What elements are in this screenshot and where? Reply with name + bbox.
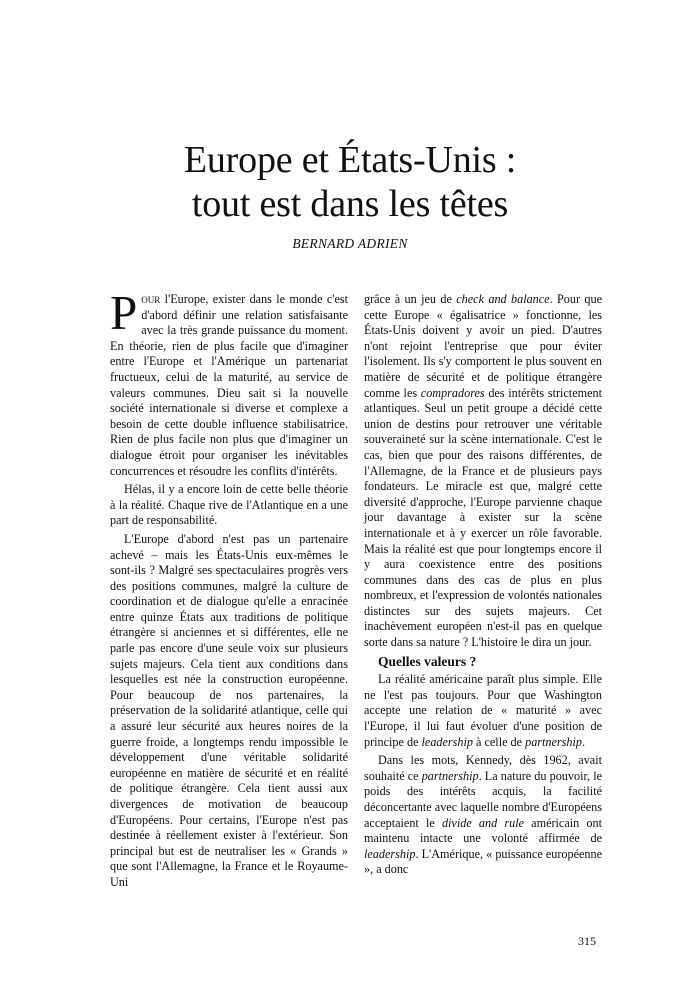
article-title-line-1: Europe et États-Unis : bbox=[183, 139, 517, 181]
italic-term: leadership bbox=[364, 846, 416, 861]
text-run: des intérêts strictement atlantiques. Seul un petit groupe a décidé cette union de destins pour retrouver une véritable souveraineté sur la scène internationale. C'est le cas, bien que pour des raisons différentes, de l'Allemagne, de la France et de plusieurs pays fondateurs. Le miracle est que, malgré cette diversité d'approche, l'Europe parvienne chaque jour davantage à exister sur la scène internationale et à y exercer un rôle favorable. Mais la réalité est que pour longtemps encore il y aura coexistence entre des positions communes dans des cas de plus en plus nombreux, et l'expression de volontés nationales distinctes sur des sujets majeurs. Cet inachèvement européen n'est-il pas en quelque sorte dans sa nature ? L'histoire le dira un jour. bbox=[364, 385, 602, 650]
text-run: . bbox=[581, 734, 586, 749]
article-title-line-2: tout est dans les têtes bbox=[191, 183, 509, 225]
italic-term: partnership bbox=[421, 768, 479, 783]
italic-term: check and balance bbox=[456, 292, 550, 306]
text-run: . La nature du pouvoir, le poids des intérêts acquis, la facilité déconcertante avec laquelle nombre d'Européens acceptaient le bbox=[364, 768, 602, 830]
text-run: grâce à un jeu de bbox=[364, 292, 457, 306]
opening-small-caps: our bbox=[141, 292, 161, 306]
text-run: à celle de bbox=[472, 734, 526, 749]
paragraph-6 bbox=[364, 753, 602, 878]
text-run: Dans les mots, Kennedy, dès 1962, avait souhaité ce bbox=[364, 753, 602, 783]
italic-term: leadership bbox=[421, 734, 473, 749]
paragraph-4 bbox=[364, 292, 602, 651]
italic-term: partnership bbox=[525, 734, 582, 749]
article-title bbox=[0, 138, 700, 226]
text-run: . Pour que cette Europe « égalisatrice » fonctionne, les États-Unis doivent y avoir un pied. D'autres n'ont rejoint l'entreprise que pour éviter l'isolement. Ils s'y comportent le plus souvent en matière de sécurité et de politique étrangère comme les bbox=[364, 292, 603, 400]
paragraph-1 bbox=[110, 285, 348, 479]
italic-term: divide and rule bbox=[441, 815, 524, 830]
right-column bbox=[364, 292, 602, 881]
left-column bbox=[110, 285, 348, 894]
italic-term: compradores bbox=[420, 385, 485, 400]
text-run: La réalité américaine paraît plus simple. Elle ne l'est pas toujours. Pour que Washington accepte une relation de « maturité » avec l'Europe, il lui faut évoluer d'une position de principe de bbox=[364, 672, 602, 749]
drop-cap: P bbox=[110, 285, 138, 340]
paragraph-5 bbox=[364, 672, 602, 750]
paragraph-3: L'Europe d'abord n'est pas un partenaire achevé – mais les États-Unis eux-mêmes le sont-ils ? Malgré ses spectaculaires progrès vers des positions communes, malgré la culture de coordination et de dialogue qu'elle a enracinée entre quinze États aux traditions de politique étrangère si anciennes et si différentes, elle ne parle pas encore d'une seule voix sur plusieurs sujets majeurs. Cela tient aux conditions dans lesquelles est née la construction européenne. Pour beaucoup de nos partenaires, la préservation de la solidarité atlantique, celle qui a assuré leur sécurité aux heures noires de la guerre froide, a longtemps rendu impossible le développement d'une véritable solidarité européenne en matière de sécurité et en réalité de politique étrangère. Cela tient aussi aux divergences de motivation de beaucoup d'Européens. Pour certains, l'Europe n'est pas destinée à réellement exister à l'extérieur. Son principal but est de neutraliser les « Grands » que sont l'Allemagne, la France et le Royaume-Uni bbox=[110, 531, 348, 889]
text-run: américain ont maintenu intacte une volonté affirmée de bbox=[364, 815, 602, 846]
text-run: . L'Amérique, « puissance européenne », a donc bbox=[364, 846, 602, 877]
page-number: 315 bbox=[578, 934, 596, 948]
paragraph-1-text: l'Europe, exister dans le monde c'est d'abord définir une relation satisfaisante avec la très grande puissance du moment. En théorie, rien de plus facile que d'imaginer entre l'Europe et l'Amérique un partenariat fructueux, celui de la maturité, au service de valeurs communes. Dieu sait si la nouvelle société internationale si diverse et complexe a besoin de cette double influence stabilisatrice. Rien de plus facile non plus que d'imaginer un dialogue étroit pour organiser les inévitables concurrences et résoudre les conflits d'intérêts. bbox=[110, 292, 348, 478]
article-author: BERNARD ADRIEN bbox=[292, 236, 408, 251]
paragraph-2: Hélas, il y a encore loin de cette belle théorie à la réalité. Chaque rive de l'Atlantique en a une part de responsabilité. bbox=[110, 482, 348, 528]
section-heading: Quelles valeurs ? bbox=[378, 653, 477, 669]
